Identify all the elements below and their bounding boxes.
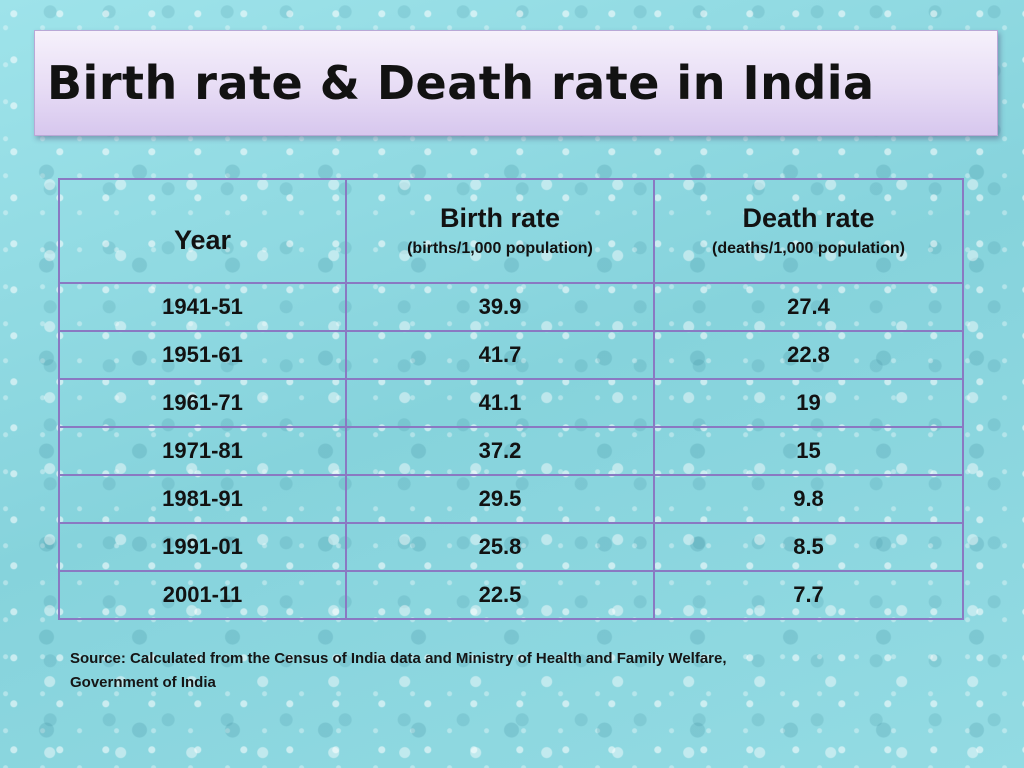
cell-year: 1941-51 — [59, 283, 346, 331]
header-death-rate-label: Death rate — [742, 203, 875, 233]
cell-death-rate: 27.4 — [654, 283, 963, 331]
cell-death-rate: 22.8 — [654, 331, 963, 379]
header-birth-rate-label: Birth rate — [439, 203, 561, 233]
cell-year: 1951-61 — [59, 331, 346, 379]
cell-year: 1991-01 — [59, 523, 346, 571]
cell-death-rate: 8.5 — [654, 523, 963, 571]
cell-year: 2001-11 — [59, 571, 346, 619]
cell-death-rate: 15 — [654, 427, 963, 475]
header-death-rate-unit: (deaths/1,000 population) — [712, 240, 905, 257]
table-row — [59, 523, 963, 571]
cell-birth-rate: 39.9 — [346, 283, 654, 331]
cell-year: 1971-81 — [59, 427, 346, 475]
cell-birth-rate: 41.7 — [346, 331, 654, 379]
table-header-row — [59, 179, 963, 283]
table-row — [59, 475, 963, 523]
table-row — [59, 571, 963, 619]
cell-year: 1961-71 — [59, 379, 346, 427]
title-bar — [34, 30, 998, 136]
cell-birth-rate: 37.2 — [346, 427, 654, 475]
table-row — [59, 427, 963, 475]
cell-year: 1981-91 — [59, 475, 346, 523]
rates-table — [58, 178, 964, 620]
header-birth-rate — [346, 179, 654, 283]
cell-death-rate: 19 — [654, 379, 963, 427]
header-death-rate — [654, 179, 963, 283]
cell-birth-rate: 22.5 — [346, 571, 654, 619]
source-line-1: Source: Calculated from the Census of India data and Ministry of Health and Family Welfare, — [70, 650, 727, 667]
source-line-2: Government of India — [70, 674, 216, 691]
header-year: Year — [59, 179, 346, 283]
cell-birth-rate: 29.5 — [346, 475, 654, 523]
cell-birth-rate: 41.1 — [346, 379, 654, 427]
table-row — [59, 379, 963, 427]
cell-birth-rate: 25.8 — [346, 523, 654, 571]
page-title: Birth rate & Death rate in India — [47, 56, 875, 110]
header-birth-rate-unit: (births/1,000 population) — [407, 240, 593, 257]
cell-death-rate: 7.7 — [654, 571, 963, 619]
cell-death-rate: 9.8 — [654, 475, 963, 523]
table-row — [59, 283, 963, 331]
source-note — [70, 647, 870, 695]
table-row — [59, 331, 963, 379]
